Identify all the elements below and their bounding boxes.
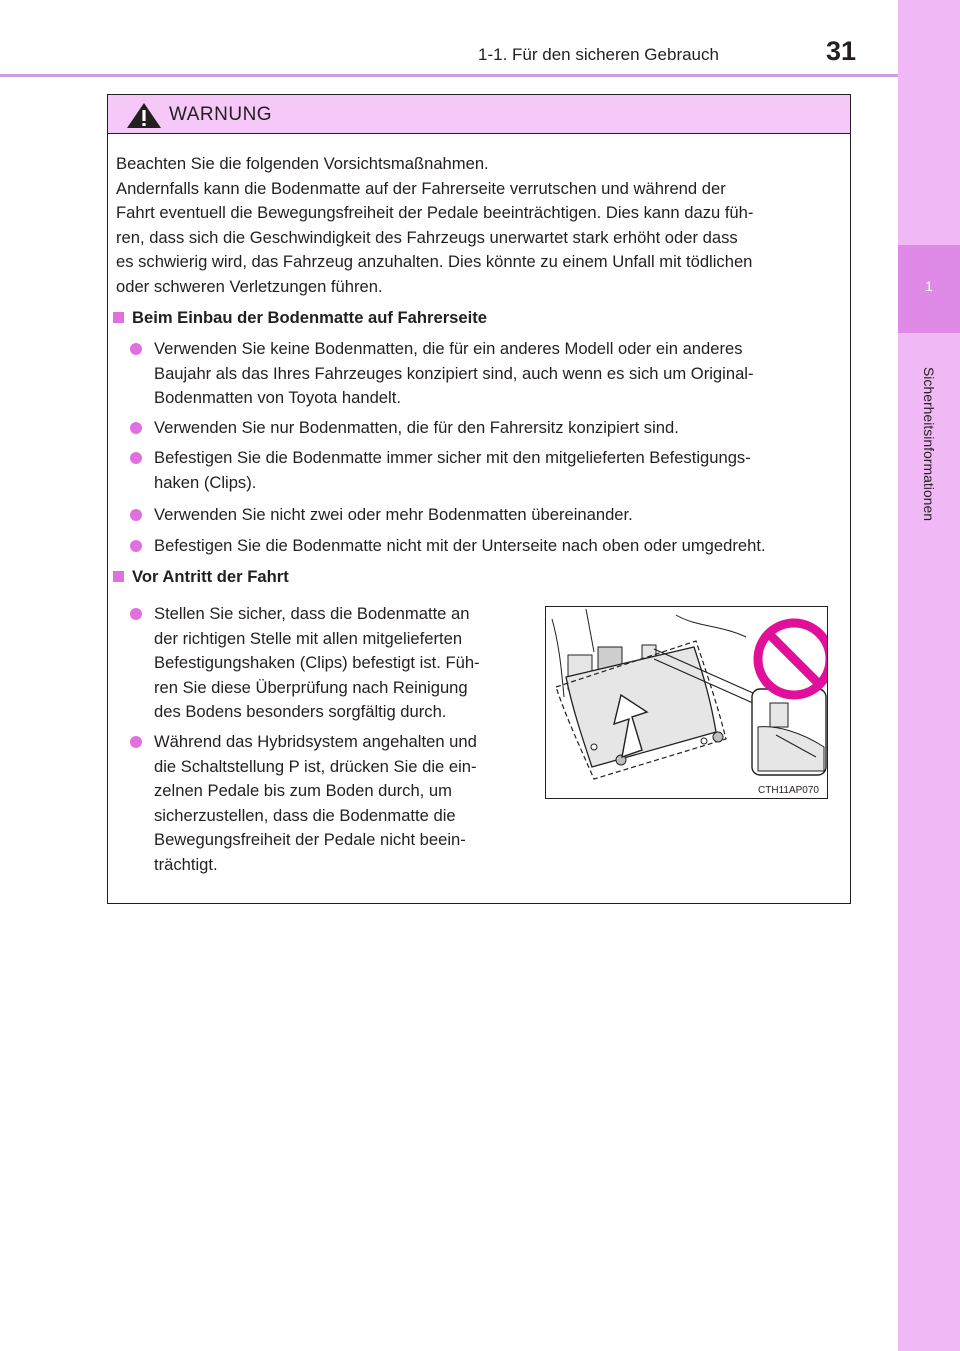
- round-bullet-icon: [130, 343, 142, 355]
- warning-triangle-icon: [126, 102, 162, 129]
- prohibition-sign-icon: [758, 623, 828, 695]
- round-bullet-icon: [130, 608, 142, 620]
- round-bullet-icon: [130, 540, 142, 552]
- chapter-sidebar: [898, 0, 960, 1351]
- round-bullet-icon: [130, 509, 142, 521]
- chapter-number: 1: [925, 278, 933, 294]
- warning-box: WARNUNG Beachten Sie die folgenden Vorsichtsmaßnahmen. Andernfalls kann die Bodenmatte auf der Fahrerseite verrutschen und während der Fahrt eventuell die Bewegungsfreiheit der Pedale beeinträchtigen. Dies kann dazu füh- ren, dass sich die Geschwindigkeit des Fahrzeugs unerwartet stark erhöht oder dass es schwierig wird, das Fahrzeug anzuhalten. Dies könnte zu einem Unfall mit tödlichen oder schweren Verletzungen führen. Beim Einbau der Bodenmatte auf Fahrerseite Verwenden Sie keine Bodenmatten, die für ein anderes Modell oder ein anderes Baujahr als das Ihres Fahrzeuges konzipiert sind, auch wenn es sich um Original- Bodenmatten von Toyota handelt. Verwenden Sie nur Bodenmatten, die für den Fahrersitz konzipiert sind. Befestigen Sie die Bodenmatte immer sicher mit den mitgelieferten Befestigungs- haken (Clips). Verwenden Sie nicht zwei oder mehr Bodenmatten übereinander. Befestigen Sie die Bodenmatte nicht mit der Unterseite nach oben oder umgedreht. Vor Antritt der Fahrt Stellen Sie sicher, dass die Bodenmatte an der richtigen Stelle mit allen mitgelieferten Befestigungshaken (Clips) befestigt ist. Füh- ren Sie diese Überprüfung nach Reinigung des Bodens besonders sorgfältig durch. Während das Hybridsystem angehalten und die Schaltstellung P ist, drücken Sie die ein- zelnen Pedale bis zum Boden durch, um sicherzustellen, dass die Bodenmatte die Bewegungsfreiheit der Pedale nicht beein- trächtigt. CTH11AP070: [107, 94, 851, 904]
- round-bullet-icon: [130, 736, 142, 748]
- round-bullet-icon: [130, 452, 142, 464]
- floor-mat-illustration: [545, 606, 828, 799]
- section-heading-before-driving: Vor Antritt der Fahrt: [113, 565, 289, 590]
- intro-line: Andernfalls kann die Bodenmatte auf der Fahrerseite verrutschen und während der: [116, 178, 726, 198]
- round-bullet-icon: [130, 422, 142, 434]
- intro-line: oder schweren Verletzungen führen.: [116, 276, 383, 296]
- warning-title: WARNUNG: [169, 104, 273, 125]
- intro-line: Fahrt eventuell die Bewegungsfreiheit der Pedale beeinträchtigen. Dies kann dazu füh-: [116, 203, 754, 222]
- header-rule: [0, 74, 898, 77]
- section-heading-install: Beim Einbau der Bodenmatte auf Fahrerseite: [113, 306, 487, 331]
- intro-line: ren, dass sich die Geschwindigkeit des Fahrzeugs unerwartet stark erhöht oder dass: [116, 227, 738, 247]
- page-number: 31: [826, 36, 857, 66]
- warning-header: [108, 95, 850, 134]
- square-bullet-icon: [113, 312, 124, 323]
- intro-line: Beachten Sie die folgenden Vorsichtsmaßnahmen.: [116, 154, 489, 173]
- figure-code: CTH11AP070: [758, 785, 819, 796]
- square-bullet-icon: [113, 571, 124, 582]
- floor-mat-drawing: [546, 607, 828, 799]
- intro-line: es schwierig wird, das Fahrzeug anzuhalten. Dies könnte zu einem Unfall mit tödlichen: [116, 252, 753, 271]
- warning-intro: [116, 152, 840, 299]
- chapter-title: Sicherheitsinformationen: [921, 366, 937, 522]
- header-section-title: 1-1. Für den sicheren Gebrauch: [478, 45, 719, 64]
